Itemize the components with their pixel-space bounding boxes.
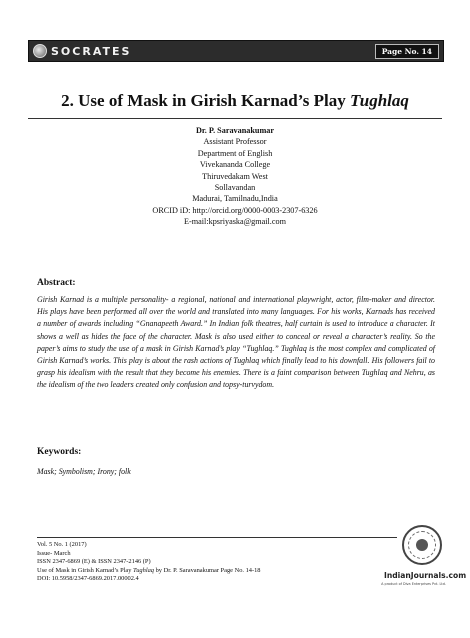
doi-info: DOI: 10.5958/2347-6869.2017.00002.4 [37, 575, 139, 583]
page-number-badge: Page No. 14 [375, 44, 439, 59]
issn-info: ISSN 2347-6869 (E) & ISSN 2347-2146 (P) [37, 558, 151, 566]
citation-play: Tughlaq [133, 566, 154, 574]
abstract-heading: Abstract: [37, 278, 76, 288]
author-college: Vivekananda College [199, 160, 271, 170]
author-address-line: Thiruvedakam West [202, 171, 268, 181]
journal-name: SOCRATES [51, 44, 132, 58]
journal-header-bar [28, 40, 444, 62]
author-address-line: Sollavandan [214, 183, 256, 193]
abstract-text: Girish Karnad is a multiple personality- a regional, national and international playwright, actor, film-maker and director. His plays have been performed all over the world and translated into many languages. For his works, Karnads has received a number of awards including “Gnanapeeth Award.” In Indian folk theatres, half curtain is used to introduce a character. It shows a well as hides the face of the character. Mask is also used either to conceal or reveal a character’s reality. So the paper’s aims to study the use of a mask in Girish Karnad’s play “Tughlaq.” Tughlaq is the most complex and complicated of Girish Karnad’s works. This play is about the rash actions of Tughlaq which finally lead to his downfall. His followers fail to grasp his idealism with the result that they become his enemies. There is a faint comparison between Tughlaq and Nehru, as the idealism of the two leaders created only confusion and topsy-turvydom. [37, 295, 435, 390]
author-position: Assistant Professor [203, 137, 267, 147]
author-address-line: Madurai, Tamilnadu,India [192, 194, 278, 204]
indianjournals-tagline: A product of Diva Enterprises Pvt. Ltd. [381, 582, 446, 586]
article-title-play: Tughlaq [349, 91, 409, 110]
author-orcid: ORCID iD: http://orcid.org/0000-0003-2307-6326 [152, 205, 318, 215]
author-name: Dr. P. Saravanakumar [195, 126, 275, 135]
indianjournals-logo: IndianJournals.com [384, 571, 467, 580]
footer-divider [37, 537, 397, 538]
title-divider [28, 118, 442, 119]
citation-suffix: by Dr. P. Saravanakumar Page No. 14-18 [154, 566, 261, 574]
author-department: Department of English [197, 148, 273, 158]
citation-prefix: Use of Mask in Girish Karnad’s Play [37, 566, 134, 574]
issue-info: Issue- March [37, 549, 71, 557]
author-email: E-mail:kpsriyaska@gmail.com [184, 217, 286, 227]
citation-line [37, 567, 377, 576]
volume-info: Vol. 5 No. 1 (2017) [37, 541, 87, 548]
keywords-heading: Keywords: [37, 447, 82, 457]
journal-brand [33, 43, 153, 59]
article-title-main: 2. Use of Mask in Girish Karnad’s Play [61, 91, 350, 110]
globe-icon [33, 44, 47, 58]
footer-block [37, 541, 377, 584]
author-block [0, 125, 470, 228]
article-title [0, 91, 470, 111]
socrates-seal-logo [402, 525, 442, 565]
keywords-text: Mask; Symbolism; Irony; folk [37, 467, 131, 476]
